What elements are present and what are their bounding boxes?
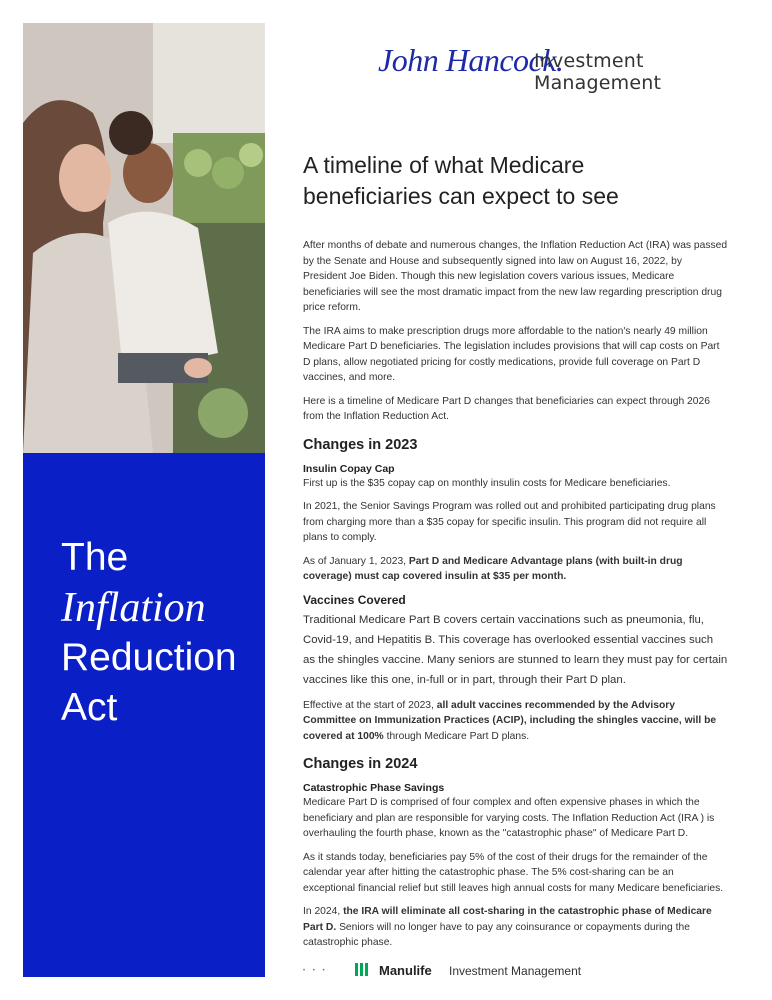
logo-text: Investment Management <box>534 50 662 94</box>
panel-title-line4: Act <box>61 686 118 729</box>
footer-brand-sub: Investment Management <box>449 964 582 978</box>
logo-script: John Hancock. <box>378 42 564 78</box>
catastrophic-paragraph-2: As it stands today, beneficiaries pay 5% of the cost of their drugs for the remainder of the calendar year after hitting the catastrophic phase. The 5% cost-sharing can be an exceptional financial relief but still leaves high annual costs for many Medicare beneficiaries. <box>303 851 724 894</box>
catastrophic-p3-text: In 2024, <box>303 906 344 917</box>
footer-brand: Manulife <box>379 963 432 978</box>
intro-paragraph-3: Here is a timeline of Medicare Part D changes that beneficiaries can expect through 2026 from the Inflation Reduction Act. <box>303 395 710 422</box>
intro-paragraph-1: After months of debate and numerous changes, the Inflation Reduction Act (IRA) was passed by the Senate and House and subsequently signed into law on August 16, 2022, by President Joe Biden. Though this new legislation covers various issues, Medicare beneficiaries will see the most dramatic impact from the new law regarding prescription drug price reform. <box>303 240 728 313</box>
catastrophic-heading: Catastrophic Phase Savings <box>303 782 445 794</box>
insulin-heading: Insulin Copay Cap <box>303 462 395 475</box>
panel-title-line2: Inflation <box>61 585 206 631</box>
vaccines-p2-tail: through Medicare Part D plans. <box>383 730 530 742</box>
panel-title-line3: Reduction <box>61 636 237 679</box>
vaccines-p2-text: Effective at the start of 2023, <box>303 699 437 711</box>
insulin-paragraph-3 <box>303 554 728 585</box>
vaccines-heading: Vaccines Covered <box>303 592 406 607</box>
insulin-paragraph-2: In 2021, the Senior Savings Program was rolled out and prohibited participating drug plans from charging more than a $35 copay for specific insulin. This program did not require all plans to comply. <box>303 501 716 543</box>
section-heading-2024: Changes in 2024 <box>303 756 418 772</box>
section-heading-2023: Changes in 2023 <box>303 436 418 453</box>
footer-dots: • • • <box>303 968 328 974</box>
page-title-line2: beneficiaries can expect to see <box>303 183 619 209</box>
panel-title <box>61 533 237 733</box>
insulin-paragraph-1: First up is the $35 copay cap on monthly insulin costs for Medicare beneficiaries. <box>303 477 671 489</box>
page-title-line1: A timeline of what Medicare <box>303 152 585 178</box>
john-hancock-logo <box>378 40 758 94</box>
title-panel <box>23 453 265 977</box>
hero-photo <box>23 23 265 453</box>
intro-paragraph-2: The IRA aims to make prescription drugs more affordable to the nation's nearly 49 million Medicare Part D beneficiaries. The legislation includes provisions that will cap costs on Part D plans, allow negotiated pricing for costly medications, provide full coverage on Part D vaccines, and more. <box>303 325 720 383</box>
catastrophic-p3-tail: Seniors will no longer have to pay any coinsurance or copayments during the catastrophic phase. <box>303 921 690 948</box>
footer <box>303 960 603 982</box>
insulin-p3-text: As of January 1, 2023, <box>303 555 409 567</box>
page-title <box>303 150 728 212</box>
panel-title-line1: The <box>61 536 129 579</box>
vaccines-paragraph-1: Traditional Medicare Part B covers certain vaccinations such as pneumonia, flu, Covid-19, and Hepatitis B. This coverage has overlooked essential vaccines such as the shingles vaccine. Many seniors are stunned to learn they must pay for certain vaccines like this one, in-full or in part, through their Part D plan. <box>303 613 728 686</box>
vaccines-paragraph-2 <box>303 698 728 745</box>
catastrophic-paragraph-3 <box>303 904 728 951</box>
manulife-logo-icon <box>355 963 369 977</box>
catastrophic-p3-bold: the IRA will eliminate all cost-sharing in the catastrophic phase of Medicare Part D. <box>303 906 712 933</box>
left-column <box>23 23 265 977</box>
catastrophic-paragraph-1: Medicare Part D is comprised of four complex and often expensive phases in which the beneficiary and plan are responsible for varying costs. The Inflation Reduction Act (IRA ) is overhauling the fourth phase, known as the "catastrophic phase" of Medicare Part D. <box>303 797 715 839</box>
main-content <box>303 150 728 959</box>
photo-mother-child-illustration <box>23 23 265 453</box>
vaccines-p2-bold: all adult vaccines recommended by the Advisory Committee on Immunization Practices (ACIP), including the shingles vaccine, will be covered at 100% <box>303 699 717 742</box>
insulin-p3-bold: Part D and Medicare Advantage plans (with built-in drug coverage) must cap covered insulin at $35 per month. <box>303 555 683 582</box>
